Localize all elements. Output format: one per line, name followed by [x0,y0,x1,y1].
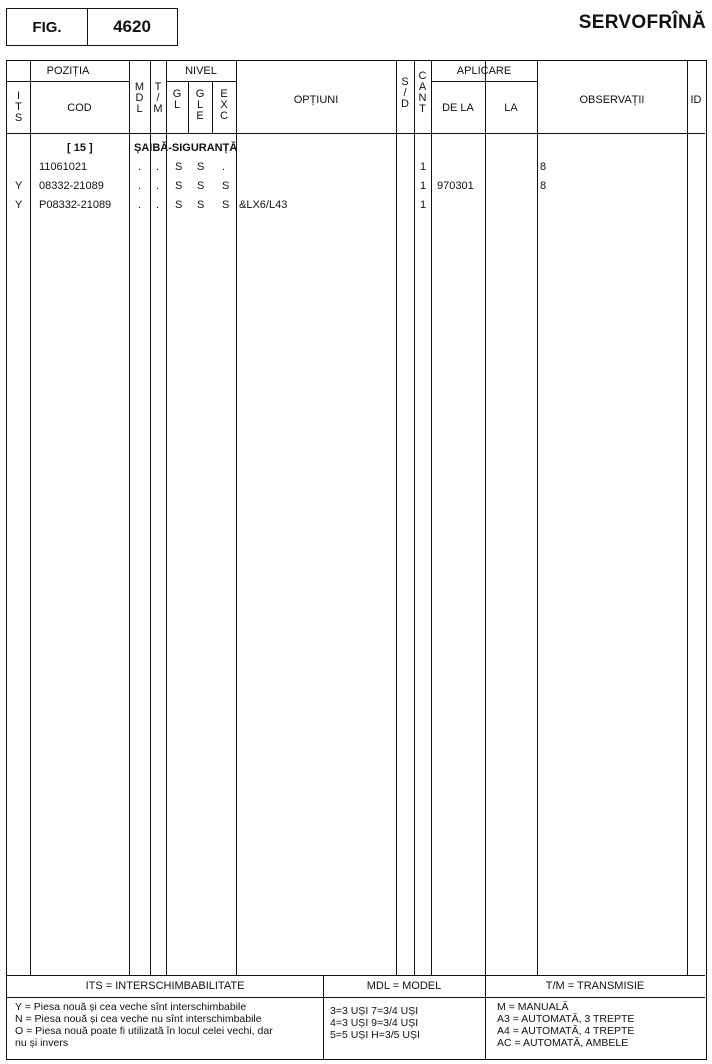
figure-box [6,8,178,46]
header-mdl: M D L [134,81,145,115]
header-optiuni: OPȚIUNI [293,94,339,106]
figure-number: 4620 [113,17,151,36]
parts-table: POZIȚIA I T S COD M D L T / M NIVEL G L G L E E X C OPȚIUNI S / D C A N T APLICARE DE LA LA OBSERVAȚII ID [ 15 ] ȘAIBĂ-SIGURANȚĂ 11061021 . . S S . 1 8 Y 08332-21089 . . S S S 1 970301 8 Y P08332-21089 . . S S S &LX6/L43 1 ITS = INTERSCHIMBABILITATE Y = Piesa nouă și cea veche sînt interschimbabile N = Piesa nouă și cea veche nu sînt interschimbabile O = Piesa nouă poate fi utilizată în locul celei vechi, dar nu și invers MDL = MODEL 3=3 UȘI 7=3/4 UȘI 4=3 UȘI 9=3/4 UȘI 5=5 UȘI H=3/5 UȘI T/M = TRANSMISIE M = MANUALĂ A3 = AUTOMATĂ, 3 TREPTE A4 = AUTOMATĂ, 4 TREPTE AC = AUTOMATĂ, AMBELE [6,60,707,1060]
group-name: ȘAIBĂ-SIGURANȚĂ [134,142,238,154]
header-sd: S / D [401,76,409,110]
legend-mdl-title: MDL = MODEL [366,980,442,992]
legend-tm: M = MANUALĂ A3 = AUTOMATĂ, 3 TREPTE A4 = AUTOMATĂ, 4 TREPTE AC = AUTOMATĂ, AMBELE [497,1001,635,1049]
header-gle: G L E [195,88,205,122]
header-nivel: NIVEL [185,65,217,77]
legend-tm-title: T/M = TRANSMISIE [545,980,645,992]
header-its: I T S [14,90,23,124]
header-pozitia: POZIȚIA [46,65,90,77]
header-de-la: DE LA [442,102,474,114]
header-observatii: OBSERVAȚII [579,94,645,106]
group-code: [ 15 ] [67,142,93,154]
header-aplicare: APLICARE [456,65,512,77]
header-cant: C A N T [418,70,427,115]
header-cod: COD [67,102,92,114]
header-tm: T / M [153,81,163,115]
legend-mdl: 3=3 UȘI 7=3/4 UȘI 4=3 UȘI 9=3/4 UȘI 5=5 UȘI H=3/5 UȘI [330,1005,420,1041]
legend-its-title: ITS = INTERSCHIMBABILITATE [85,980,245,992]
legend-its: Y = Piesa nouă și cea veche sînt interschimbabile N = Piesa nouă și cea veche nu sînt interschimbabile O = Piesa nouă poate fi utilizată în locul celei vechi, dar nu și invers [15,1001,273,1049]
header-la: LA [504,102,518,114]
header-gl: G L [172,88,182,111]
page-title: SERVOFRÎNĂ [578,12,706,33]
header-id: ID [690,94,702,106]
figure-label: FIG. [7,9,88,45]
header-exc: E X C [220,88,228,122]
